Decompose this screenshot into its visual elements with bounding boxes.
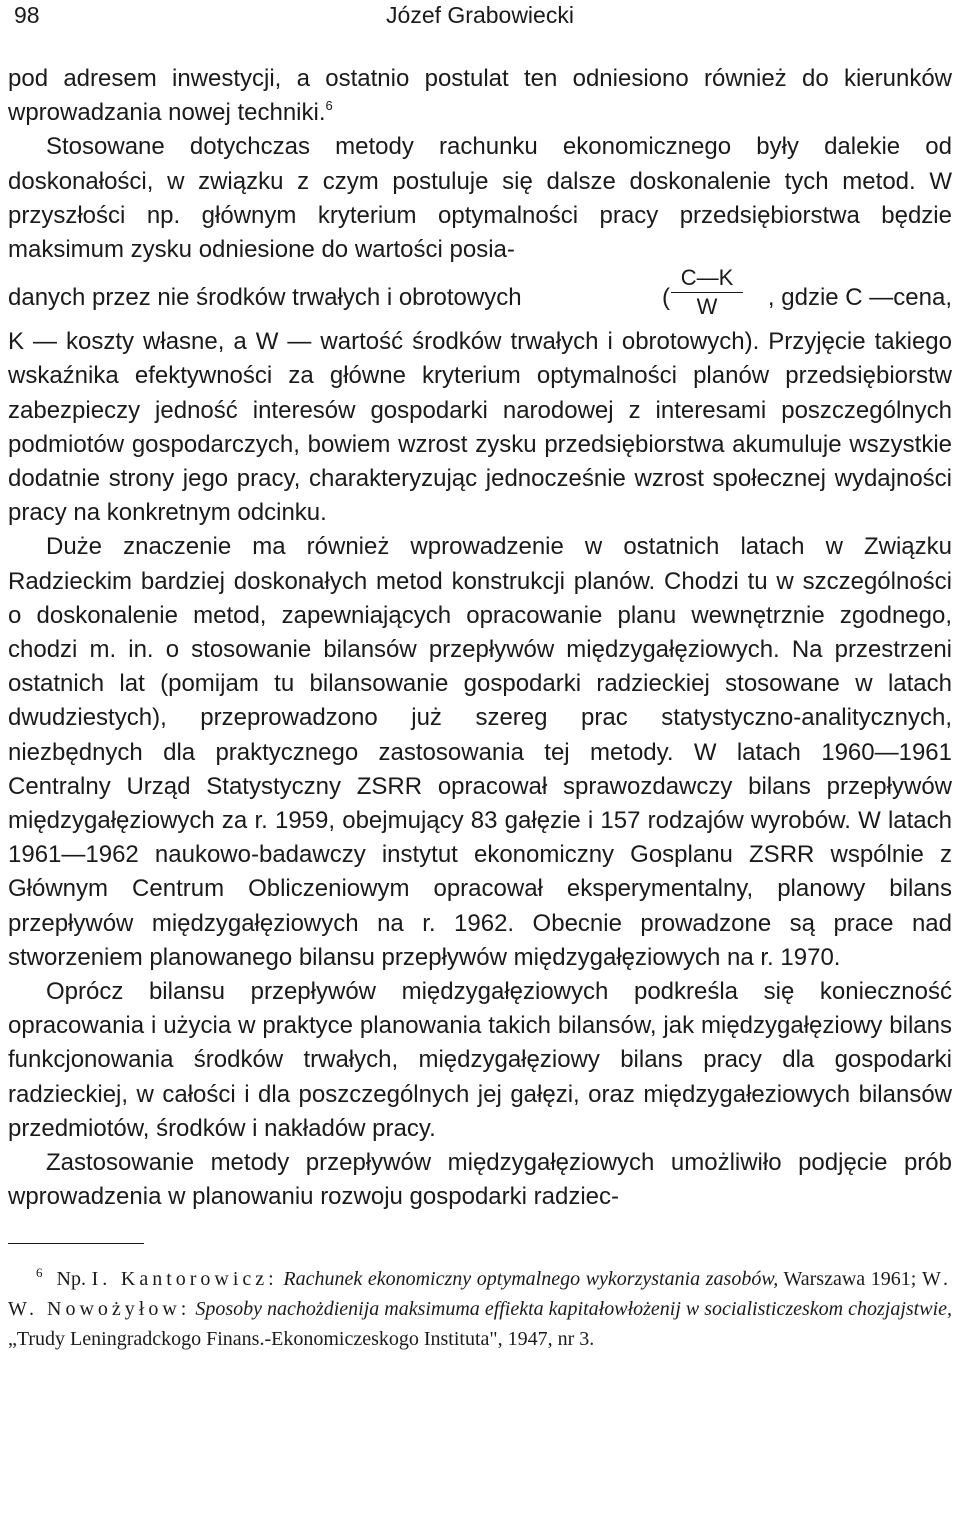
paragraph-4 bbox=[8, 975, 952, 1146]
footnote-divider bbox=[8, 1243, 144, 1244]
paragraph-2-text-b: K — koszty własne, a W — wartość środków trwałych i obrotowych). Przyjęcie takiego wskaźnika efektywności za główne kryterium optymalności planów przedsiębiorstw zabezpieczy jedność interesów gospodarki narodowej z interesami poszczególnych podmiotów gospodarczych, bowiem wzrost zysku przedsiębiorstwa akumuluje wszystkie dodatnie strony jego pracy, charakteryzując jednocześnie wzrost społecznej wydajności pracy na konkretnym odcinku. bbox=[8, 328, 952, 527]
paragraph-2-text-a: Stosowane dotychczas metody rachunku ekonomicznego były dalekie od doskonałości, w związku z czym postuluje się dalsze doskonalenie tych metod. W przyszłości np. głównym kryterium optymalności pracy przedsiębiorstwa będzie maksimum zysku odniesione do wartości posia- bbox=[8, 133, 952, 264]
formula-denominator: W bbox=[696, 294, 718, 320]
running-head: Józef Grabowiecki bbox=[386, 2, 574, 28]
footnote-ref[interactable]: 6 bbox=[325, 98, 333, 114]
formula-line-right: , gdzie C —cena, bbox=[767, 284, 952, 312]
footnote-place-1: Warszawa 1961; bbox=[783, 1267, 917, 1290]
paragraph-5-text: Zastosowanie metody przepływów międzygałęziowych umożliwiło podjęcie prób wprowadzenia w planowaniu rozwoju gospodarki radziec- bbox=[8, 1149, 952, 1211]
paragraph-3-text: Duże znaczenie ma również wprowadzenie w ostatnich latach w Związku Radzieckim bardziej doskonałych metod konstrukcji planów. Chodzi tu w szczególności o doskonalenie metod, zapewniających opracowanie planu wewnętrznie zgodnego, chodzi m. in. o stosowanie bilansów przepływów międzygałęziowych. Na przestrzeni ostatnich lat (pomijam tu bilansowanie gospodarki radzieckiej stosowane w latach dwudziestych), przeprowadzono już szereg prac statystyczno-analitycznych, niezbędnych dla praktycznego zastosowania tej metody. W latach 1960—1961 Centralny Urząd Statystyczny ZSRR opracował sprawozdawczy bilans przepływów międzygałęziowych za r. 1959, obejmujący 83 gałęzie i 157 rodzajów wyrobów. W latach 1961—1962 naukowo-badawczy instytut ekonomiczny Gosplanu ZSRR wspólnie z Głównym Centrum Obliczeniowym opracował eksperymentalny, planowy bilans przepływów międzygałęziowych na r. 1962. Obecnie prowadzone są prace nad stworzeniem planowanego bilansu przepływów międzygałęziowych na r. 1970. bbox=[8, 533, 952, 971]
formula-line-left: danych przez nie środków trwałych i obrotowych bbox=[8, 284, 522, 312]
fraction-bar bbox=[671, 292, 743, 293]
paragraph-5 bbox=[8, 1146, 952, 1214]
page-header bbox=[8, 0, 952, 34]
footnote-rest: „Trudy Leningradckogo Finans.-Ekonomiczeskogo Instituta", 1947, nr 3. bbox=[8, 1327, 595, 1350]
paragraph-3 bbox=[8, 530, 952, 975]
footnote-np: Np. bbox=[56, 1267, 86, 1290]
footnote-title-1: Rachunek ekonomiczny optymalnego wykorzystania zasobów, bbox=[283, 1267, 779, 1290]
body-text bbox=[8, 62, 952, 1215]
formula-paren: ( bbox=[662, 284, 670, 312]
paragraph-2-cont bbox=[8, 325, 952, 530]
footnote-author-2: W. W. Nowożyłow: bbox=[8, 1267, 953, 1320]
paragraph-1-text: pod adresem inwestycji, a ostatnio postulat ten odniesiono również do kierunków wprowadzania nowej techniki. bbox=[8, 65, 952, 127]
footnote-mark: 6 bbox=[36, 1264, 43, 1280]
formula-numerator: C—K bbox=[680, 265, 734, 291]
footnote-6 bbox=[8, 1258, 952, 1354]
footnote-author-1: I. Kantorowicz: bbox=[91, 1267, 278, 1290]
formula-fraction bbox=[665, 267, 749, 318]
formula-line bbox=[8, 267, 952, 325]
paragraph-1 bbox=[8, 62, 952, 130]
page-number: 98 bbox=[14, 2, 40, 28]
paragraph-2 bbox=[8, 130, 952, 267]
paragraph-4-text: Oprócz bilansu przepływów międzygałęziowych podkreśla się konieczność opracowania i użycia w praktyce planowania takich bilansów, jak międzygałęziowy bilans funkcjonowania środków trwałych, międzygałęziowy bilans pracy dla gospodarki radzieckiej, w całości i dla poszczególnych jej gałęzi, oraz międzygałeziowych bilansów przedmiotów, środków i nakładów pracy. bbox=[8, 978, 952, 1142]
footnote-title-2: Sposoby nachożdienija maksimuma effiekta kapitałowłożenij w socialisticzeskom chozjajstwie, bbox=[195, 1297, 952, 1320]
